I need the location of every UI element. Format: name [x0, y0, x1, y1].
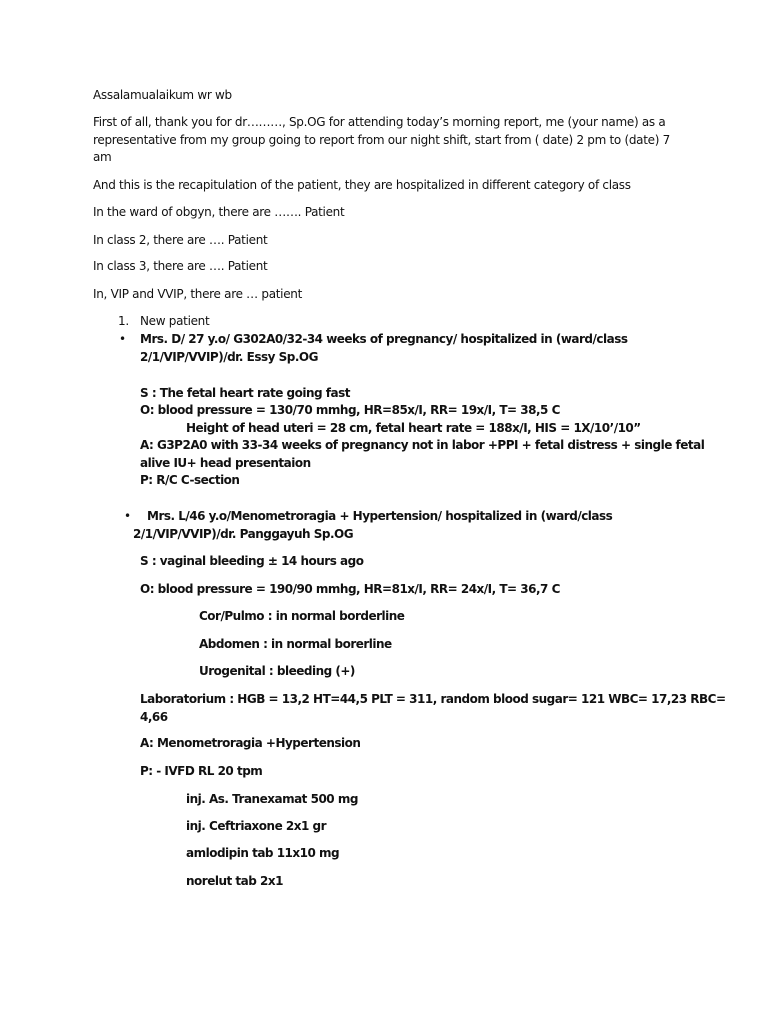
- patient-1-assessment-line-1: A: G3P2A0 with 33-34 weeks of pregnancy not in labor +PPI + fetal distress + single fetal: [140, 438, 705, 452]
- patient-2-urogenital: Urogenital : bleeding (+): [199, 664, 355, 678]
- patient-1-objective-line-2: Height of head uteri = 28 cm, fetal heart rate = 188x/I, HIS = 1X/10’/10”: [186, 421, 641, 435]
- class-3-line: In class 3, there are …. Patient: [93, 259, 268, 273]
- list-number-marker: 1.: [118, 314, 129, 328]
- patient-2-plan: P: - IVFD RL 20 tpm: [140, 764, 263, 778]
- bullet-marker: •: [124, 509, 131, 523]
- patient-1-header-line-1: Mrs. D/ 27 y.o/ G302A0/32-34 weeks of pregnancy/ hospitalized in (ward/class: [140, 332, 628, 346]
- class-2-line: In class 2, there are …. Patient: [93, 233, 268, 247]
- patient-1-plan: P: R/C C-section: [140, 473, 240, 487]
- intro-line-3: am: [93, 150, 112, 164]
- patient-1-assessment-line-2: alive IU+ head presentaion: [140, 456, 311, 470]
- patient-2-lab-line-2: 4,66: [140, 710, 168, 724]
- patient-2-medication-4: norelut tab 2x1: [186, 874, 283, 888]
- patient-2-header-line-1: Mrs. L/46 y.o/Menometroragia + Hypertension/ hospitalized in (ward/class: [147, 509, 613, 523]
- patient-2-assessment: A: Menometroragia +Hypertension: [140, 736, 361, 750]
- patient-2-subjective: S : vaginal bleeding ± 14 hours ago: [140, 554, 364, 568]
- intro-line-1: First of all, thank you for dr………, Sp.OG for attending today’s morning report, me (your name) as a: [93, 115, 666, 129]
- intro-line-2: representative from my group going to report from our night shift, start from ( date) 2 pm to (date) 7: [93, 133, 670, 147]
- new-patient-heading: New patient: [140, 314, 210, 328]
- patient-2-medication-3: amlodipin tab 11x10 mg: [186, 846, 340, 860]
- patient-1-subjective: S : The fetal heart rate going fast: [140, 386, 350, 400]
- bullet-marker: •: [119, 332, 126, 346]
- ward-obgyn-line: In the ward of obgyn, there are ……. Patient: [93, 205, 345, 219]
- vip-line: In, VIP and VVIP, there are … patient: [93, 287, 302, 301]
- patient-2-objective: O: blood pressure = 190/90 mmhg, HR=81x/I, RR= 24x/I, T= 36,7 C: [140, 582, 560, 596]
- recap-line: And this is the recapitulation of the patient, they are hospitalized in different category of class: [93, 178, 631, 192]
- patient-2-medication-2: inj. Ceftriaxone 2x1 gr: [186, 819, 327, 833]
- patient-2-header-line-2: 2/1/VIP/VVIP)/dr. Panggayuh Sp.OG: [133, 527, 354, 541]
- patient-2-abdomen: Abdomen : in normal borerline: [199, 637, 392, 651]
- patient-1-objective-line-1: O: blood pressure = 130/70 mmhg, HR=85x/I, RR= 19x/I, T= 38,5 C: [140, 403, 560, 417]
- patient-1-header-line-2: 2/1/VIP/VVIP)/dr. Essy Sp.OG: [140, 350, 318, 364]
- patient-2-lab-line-1: Laboratorium : HGB = 13,2 HT=44,5 PLT = 311, random blood sugar= 121 WBC= 17,23 RBC=: [140, 692, 726, 706]
- patient-2-medication-1: inj. As. Tranexamat 500 mg: [186, 792, 358, 806]
- greeting: Assalamualaikum wr wb: [93, 88, 232, 102]
- patient-2-cor-pulmo: Cor/Pulmo : in normal borderline: [199, 609, 405, 623]
